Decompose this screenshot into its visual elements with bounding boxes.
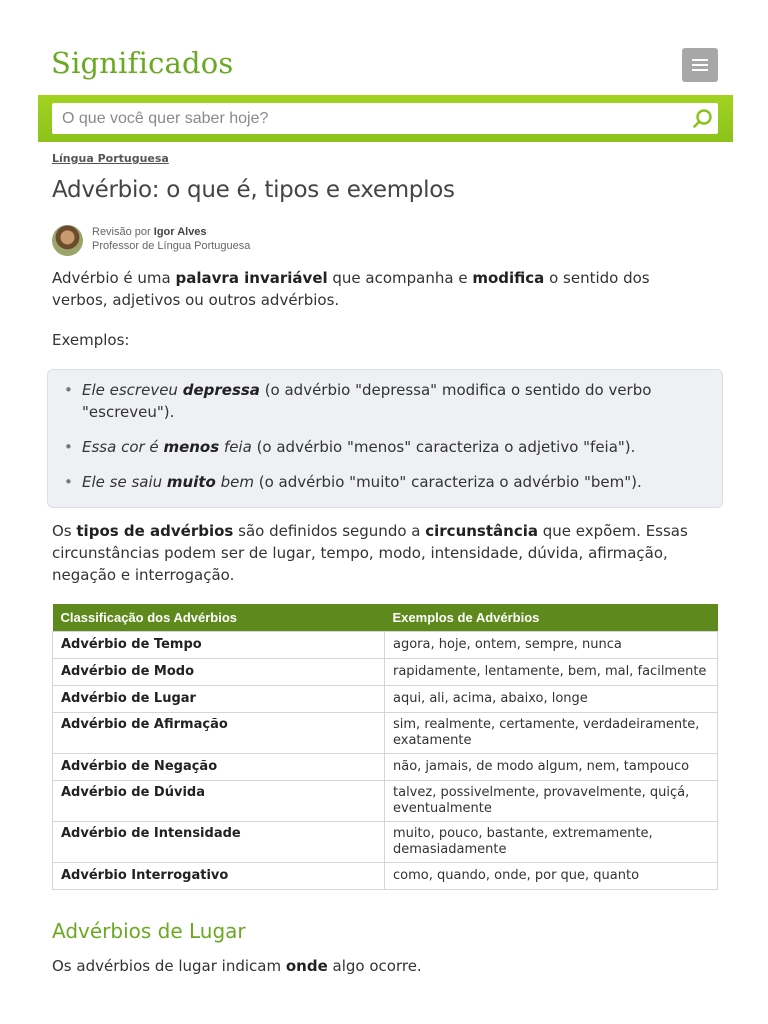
adverb-table: [52, 604, 718, 890]
lugar-paragraph: [52, 955, 422, 977]
examples-box: [47, 369, 723, 508]
table-row: [53, 753, 718, 780]
search-box: [52, 103, 718, 134]
table-row: [53, 712, 718, 753]
table-row: [53, 658, 718, 685]
page-title: Advérbio: o que é, tipos e exemplos: [52, 177, 455, 203]
author-name: Igor Alves: [153, 226, 207, 238]
hamburger-icon-bar: [692, 69, 708, 71]
avatar: [52, 225, 83, 256]
examples-label: Exemplos:: [52, 331, 130, 349]
table-row: [53, 821, 718, 862]
table-cell-type: Advérbio de Afirmação: [53, 712, 385, 753]
table-row: [53, 631, 718, 658]
table-cell-type: Advérbio de Modo: [53, 658, 385, 685]
breadcrumb[interactable]: Língua Portuguesa: [52, 152, 169, 165]
example-adverb: menos: [163, 438, 220, 456]
lugar-text: algo ocorre.: [327, 957, 422, 975]
table-cell-examples: como, quando, onde, por que, quanto: [385, 862, 718, 889]
example-italic: feia: [219, 438, 252, 456]
table-cell-type: Advérbio Interrogativo: [53, 862, 385, 889]
types-text: que expõem. Essas circunstâncias podem ser de lugar, tempo, modo, intensidade, dúvida, afirmação, negação e interrogação.: [52, 522, 688, 584]
table-cell-examples: agora, hoje, ontem, sempre, nunca: [385, 631, 718, 658]
author-prefix: Revisão por: [92, 226, 151, 238]
site-logo[interactable]: Significados: [51, 46, 234, 80]
author-byline: [92, 226, 207, 238]
section-heading: Advérbios de Lugar: [52, 919, 246, 943]
example-explanation: (o advérbio "muito" caracteriza o advérbio "bem").: [253, 473, 642, 491]
table-cell-examples: talvez, possivelmente, provavelmente, quiçá, eventualmente: [385, 780, 718, 821]
table-cell-type: Advérbio de Tempo: [53, 631, 385, 658]
table-cell-type: Advérbio de Dúvida: [53, 780, 385, 821]
types-text: Os: [52, 522, 77, 540]
search-icon[interactable]: [692, 108, 714, 130]
example-adverb: depressa: [182, 381, 260, 399]
intro-bold: modifica: [472, 269, 545, 287]
table-cell-examples: não, jamais, de modo algum, nem, tampouco: [385, 753, 718, 780]
table-header-row: [53, 604, 718, 631]
table-cell-examples: rapidamente, lentamente, bem, mal, facilmente: [385, 658, 718, 685]
example-italic: Ele escreveu: [82, 381, 183, 399]
intro-text: Advérbio é uma: [52, 269, 176, 287]
hamburger-icon-bar: [692, 59, 708, 61]
table-row: [53, 685, 718, 712]
table-cell-type: Advérbio de Intensidade: [53, 821, 385, 862]
example-italic: Essa cor é: [82, 438, 164, 456]
example-italic: bem: [215, 473, 254, 491]
lugar-text: Os advérbios de lugar indicam: [52, 957, 286, 975]
types-bold: tipos de advérbios: [76, 522, 234, 540]
menu-button[interactable]: [682, 48, 718, 82]
hamburger-icon-bar: [692, 64, 708, 66]
table-row: [53, 862, 718, 889]
example-explanation: (o advérbio "depressa" modifica o sentido do verbo "escreveu").: [82, 381, 652, 421]
search-input[interactable]: [62, 103, 682, 134]
intro-bold: palavra invariável: [175, 269, 328, 287]
table-cell-type: Advérbio de Negação: [53, 753, 385, 780]
table-header: Classificação dos Advérbios: [53, 604, 385, 631]
table-row: [53, 780, 718, 821]
author-role: Professor de Língua Portuguesa: [92, 240, 251, 252]
example-item: [62, 379, 702, 423]
table-cell-type: Advérbio de Lugar: [53, 685, 385, 712]
search-bar: [38, 95, 733, 142]
intro-paragraph: [52, 267, 692, 311]
example-explanation: (o advérbio "menos" caracteriza o adjetivo "feia").: [251, 438, 636, 456]
intro-text: o sentido dos verbos, adjetivos ou outros advérbios.: [52, 269, 650, 309]
types-paragraph: [52, 520, 722, 586]
table-cell-examples: aqui, ali, acima, abaixo, longe: [385, 685, 718, 712]
table-cell-examples: muito, pouco, bastante, extremamente, demasiadamente: [385, 821, 718, 862]
example-adverb: muito: [166, 473, 216, 491]
intro-text: que acompanha e: [327, 269, 473, 287]
table-cell-examples: sim, realmente, certamente, verdadeiramente, exatamente: [385, 712, 718, 753]
example-item: [62, 436, 702, 458]
lugar-bold: onde: [285, 957, 328, 975]
types-text: são definidos segundo a: [233, 522, 426, 540]
types-bold: circunstância: [425, 522, 538, 540]
site-header: [0, 0, 768, 95]
example-italic: Ele se saiu: [82, 473, 167, 491]
table-header: Exemplos de Advérbios: [385, 604, 718, 631]
examples-list: [62, 379, 702, 506]
example-item: [62, 471, 702, 493]
